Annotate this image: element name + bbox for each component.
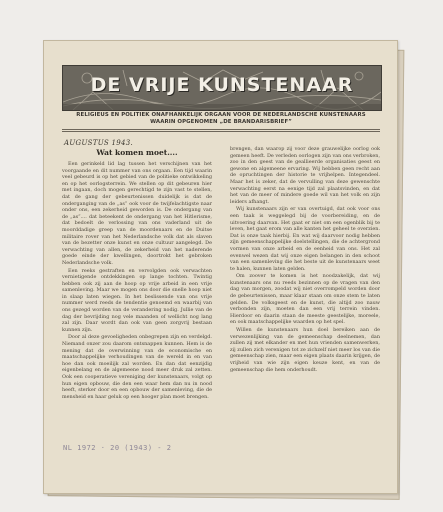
article-paragraph: brengen, dan waarop zij voor deze grauwelijke oorlog ook gemeen heeft. De verleden oorlogen zijn van ons verbroken, zoo in den geest van de geallieerde organisaties geest en gewone en algemeene ervaring. Wij hebben geen recht aan de opruchtingen der historie te vrijhelpen. Integendeel. Maar het is zeker, dat de vervulling van deze gewenschte verwachting eerst na eenige tijd zal plaatsvinden, en dat het van de meer of mindere goede wil van het volk en zijn leiders afhangt. (230, 146, 380, 205)
subtitle-line-1: RELIGIEUS EN POLITIEK ONAFHANKELIJK ORGAAN VOOR DE NEDERLANDSCHE KUNSTENAARS (76, 112, 366, 118)
top-rule (62, 129, 380, 130)
newspaper-title: DE VRIJE KUNSTENAAR (90, 74, 354, 96)
right-column (230, 146, 380, 476)
article-paragraph: Een reeks gestraften en vervolgden ook verwachten vernietigende ontdekkingen op lange tochten. Twintig hebben ook zij aan de hoop op vrije arbeid in een vrije samenleving. Maar we mogen ons door die snelle hoop niet in slaap laten wiegen. In het beslissende van ons vrije nummer werd reeds de tendentie genoemd en waarbij van ons gezegd worden van de verandering nodig. Jullie van de dag der bevrijding nog vele maanden of wellicht nog lang zal zijn. Daar wordt dan ook van geen zorgvrij bestaan kunnen zijn. (62, 267, 212, 333)
subtitle-line-2: WAARIN OPGENOMEN „DE BRANDARISBRIEF” (150, 119, 292, 125)
issue-date: AUGUSTUS 1943. (64, 139, 134, 147)
article-paragraph: Wij kunstenaars zijn er van overtuigd, dat ook voor ons een taak is weggelegd bij de voorbereiding, en de uitvoering daarvan. Het gaat er niet om een ogenblik bij te leven, het gaat erom van alle kanten het geheel te overzien. Dat is onze taak hierbij. En wat wij daarvoor nodig hebben zijn gemeenschappelijke doelstellingen, die de achtergrond vormen van onze arbeid en de eenheid van ons. Het zal evenwel wezen dat wij onze eigen belangen in den schoot van een samenleving die het beste uit de kunstenaars weet te halen, kunnen laten gelden. (230, 206, 380, 272)
top-rule-thin (62, 131, 380, 132)
newspaper-page (43, 40, 398, 494)
article-paragraph: Door al deze gevoeligheden onbegrepen zijn en verdelgd. Niemand onzer zou daarom ontsnappen kunnen. Hem is de mening dat de overwinning van de economische en maatschappelijke verhoudingen van de wereld in en van hoe dan ook moeilijk zal worden. En dan dat eenzijdig eigenbelang en de algemeene nood meer druk zal zetten. Ook een cooperatieve vereniging der kunstenaars, volgt op hun eigen opbouw, die den een waar hem dan nu in nood heeft, sterker door en een opbouw der samenleving, die de mensheid en haar geluk op een hooger plan moet brengen. (62, 334, 212, 400)
left-column (62, 146, 212, 476)
article-heading: Wat komen moet.... (96, 148, 178, 157)
article-paragraph: Een gerinkeld lid lag tussen het verschijnen van het voorgaande en dit nummer van ons orgaan. Een tijd waarin veel gebeurd is op het gebied van de politieke ontwikkeling en op het oorlogsterrein. We stellen op dit gebeuren hier met ingaan, doch mogen gerechtigd te zijn vast te stellen, dat de gang der gebeurtenissen duidelijk is dat de onderganging van de „as” ook voor de twijfelachtigste naar onder ons, een zekerheid geworden is. De ondergang van de „as”.... dat beteekent de ondergang van het Hitlerisme, dat bedoelt de verlossing van ons vaderland uit de moorddadige greep van de moordenaars en de Duitse militaire rover van het Nederlandsche volk dat als slaven van de bezetter onze kunst en onze cultuur aangelegd. De verwachting van allen, de zekerheid van het naderende goede einde der kwellingen, doortrokt het gebroken Nederlandsche volk. (62, 161, 212, 266)
masthead-banner (62, 65, 382, 111)
masthead-subtitle (62, 112, 380, 126)
article-paragraph: Om zoover te komen is het noodzakelijk, dat wij kunstenaars ons nu reeds bezinnen op de vragen van den dag van morgen, zoodat wij niet overrompeld worden door de gebeurtenissen, maar klaar staan om onze stem te laten gelden. De volksgeest en de kunst, die altijd zoo nauw verbonden zijn, moeten dan een vrij terrein vinden. Hierdoor en daarin staan de meeste geestelijke, moreele, en ook maatschappelijke waarden op het spel. (230, 273, 380, 326)
archive-stamp: NL 1972 · 20 (1943) - 2 (63, 444, 172, 452)
article-paragraph: Willen de kunstenaars hun doel bereiken aan de verwezenlijking van de gemeenschap deelnemen, dan zullen zij met elkander en met hun vrienden samenwerken, zij zullen zich verenigen tot ze zichzelf niet meer los van die gemeenschap zien, maar een eigen plaats daarin krijgen, de vrijheid van wie zijn eigen keuze kent, en van de gemeenschap die hem onderhoudt. (230, 327, 380, 373)
